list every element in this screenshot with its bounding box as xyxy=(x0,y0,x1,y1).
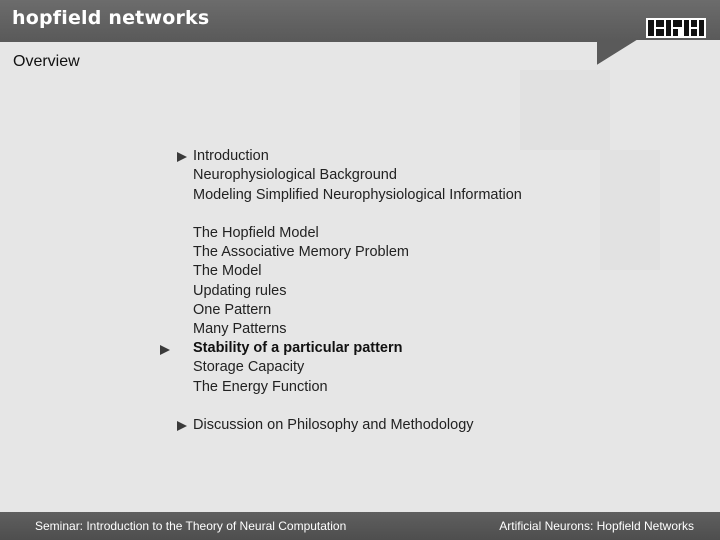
slide-title: Overview xyxy=(13,53,80,70)
header-line xyxy=(0,40,600,42)
outline-item: Introduction xyxy=(193,148,269,164)
outline-item: The Model xyxy=(193,263,262,279)
outline-item: Neurophysiological Background xyxy=(193,167,397,183)
bullet-icon xyxy=(177,152,187,162)
outline-item: The Hopfield Model xyxy=(193,225,319,241)
header-title: hopfield networks xyxy=(12,7,210,29)
outline-item: The Associative Memory Problem xyxy=(193,244,409,260)
outline-item-current: Stability of a particular pattern xyxy=(193,340,403,356)
outline-item: Discussion on Philosophy and Methodology xyxy=(193,417,474,433)
outline-item: Modeling Simplified Neurophysiological Information xyxy=(193,187,522,203)
bullet-icon xyxy=(177,421,187,431)
outline-item: One Pattern xyxy=(193,302,272,318)
header-bar xyxy=(0,0,720,40)
aiw-logo-icon xyxy=(646,18,706,38)
footer-right-text: Artificial Neurons: Hopfield Networks xyxy=(499,519,694,533)
background-decoration xyxy=(600,150,660,270)
outline-item: Updating rules xyxy=(193,283,287,299)
outline-item: Storage Capacity xyxy=(193,359,305,375)
background-decoration xyxy=(520,70,610,150)
footer-left-text: Seminar: Introduction to the Theory of Neural Computation xyxy=(35,519,347,533)
current-item-bullet-icon xyxy=(160,345,170,355)
header-slope-decoration xyxy=(597,40,637,65)
outline-item: The Energy Function xyxy=(193,379,328,395)
outline-item: Many Patterns xyxy=(193,321,287,337)
